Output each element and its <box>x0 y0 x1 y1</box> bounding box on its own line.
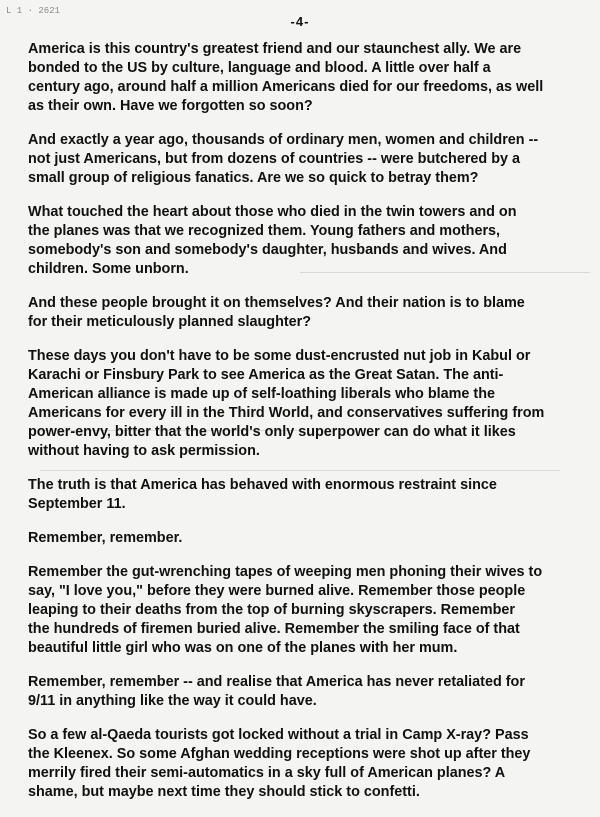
paragraph: And exactly a year ago, thousands of ordinary men, women and children -- not just Americans, but from dozens of countries -- were butchered by a small group of religious fanatics. Are we so quick to betray them? <box>28 132 539 186</box>
paragraph: So a few al-Qaeda tourists got locked without a trial in Camp X-ray? Pass the Kleenex. So some Afghan wedding receptions were shot up after they merrily fired their semi-automatics in a sky full of American planes? A shame, but maybe next time they should stick to confetti. <box>28 727 531 800</box>
paragraph: The truth is that America has behaved with enormous restraint since September 11. <box>28 477 497 512</box>
corner-mark: L 1 · 2621 <box>6 6 61 16</box>
paragraph: Remember, remember. <box>28 530 183 546</box>
paragraph: And these people brought it on themselves? And their nation is to blame for their meticulously planned slaughter? <box>28 295 525 330</box>
paragraph: What touched the heart about those who died in the twin towers and on the planes was that we recognized them. Young fathers and mothers, somebody's son and somebody's daughter, husbands and wives. And children. Some unborn. <box>28 204 517 277</box>
paragraph: America is this country's greatest friend and our staunchest ally. We are bonded to the US by culture, language and blood. A little over half a century ago, around half a million Americans died for our freedoms, as well as their own. Have we forgotten so soon? <box>28 41 544 114</box>
paragraph: These days you don't have to be some dust-encrusted nut job in Kabul or Karachi or Finsbury Park to see America as the Great Satan. The anti- American alliance is made up of self-loathing liberals who blame the Americans for every ill in the Third World, and conservatives suffering from power-envy, bitter that the world's only superpower can do what it likes without having to ask permission. <box>28 348 545 459</box>
article-body <box>28 40 594 817</box>
page-number: -4- <box>290 14 310 29</box>
paragraph: Remember the gut-wrenching tapes of weeping men phoning their wives to say, "I love you," before they were burned alive. Remember those people leaping to their deaths from the top of burning skyscrapers. Remember the hundreds of firemen buried alive. Remember the smiling face of that beautiful little girl who was on one of the planes with her mum. <box>28 564 543 656</box>
paragraph: Remember, remember -- and realise that America has never retaliated for 9/11 in anything like the way it could have. <box>28 674 525 709</box>
